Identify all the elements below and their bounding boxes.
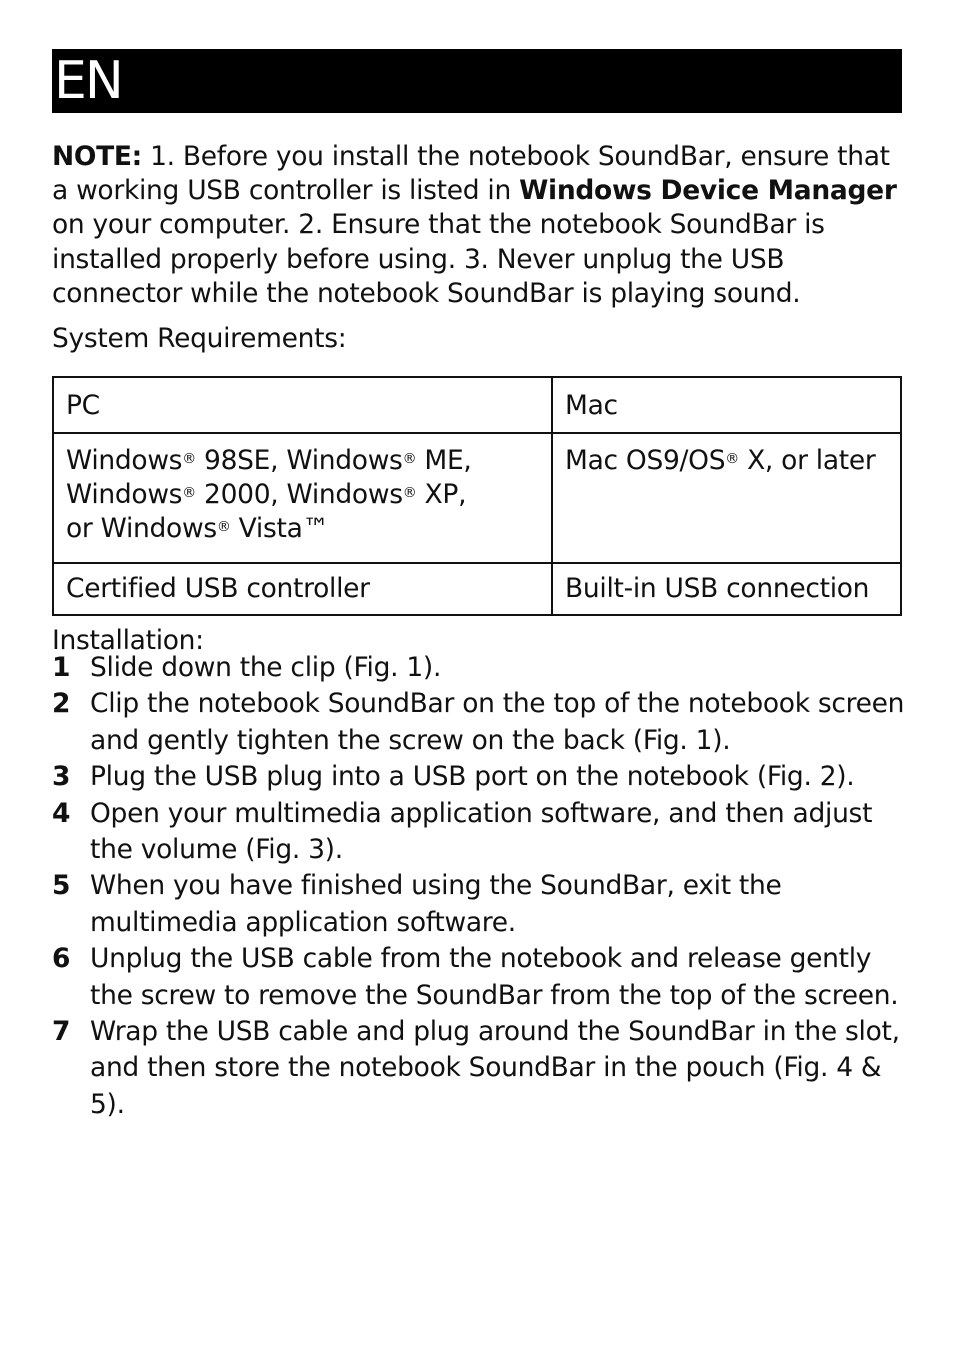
note-text-2: on your computer. 2. Ensure that the notebook SoundBar is installed properly before using. 3. Never unplug the USB connector while the notebook SoundBar is playing sound. — [52, 209, 825, 309]
installation-steps — [52, 650, 908, 1123]
step-text: When you have finished using the SoundBar, exit the multimedia application software. — [90, 870, 782, 938]
table-row — [53, 563, 901, 615]
list-item — [52, 868, 908, 941]
note-paragraph — [52, 140, 908, 311]
list-item — [52, 941, 908, 1014]
pc-os-cell: Windows® 98SE, Windows® ME, Windows® 2000, Windows® XP, or Windows® Vista™ — [53, 433, 552, 563]
system-requirements-table — [52, 376, 902, 616]
step-text: Unplug the USB cable from the notebook and release gently the screw to remove the SoundBar from the top of the screen. — [90, 943, 899, 1011]
table-header-row — [53, 377, 901, 433]
step-text: Open your multimedia application software, and then adjust the volume (Fig. 3). — [90, 797, 873, 866]
pc-usb-cell: Certified USB controller — [53, 563, 552, 615]
table-row — [53, 433, 901, 563]
language-header-bar — [52, 49, 902, 113]
mac-usb-cell: Built-in USB connection — [552, 563, 901, 615]
step-text: Slide down the clip (Fig. 1). — [90, 652, 442, 683]
step-text: Plug the USB plug into a USB port on the notebook (Fig. 2). — [90, 761, 855, 793]
list-item — [52, 686, 908, 759]
step-text: Clip the notebook SoundBar on the top of the notebook screen and gently tighten the screw on the back (Fig. 1). — [90, 688, 905, 756]
note-label: NOTE: — [52, 141, 142, 172]
header-pc: PC — [53, 377, 552, 433]
step-number: 3 — [52, 761, 71, 793]
system-requirements-title: System Requirements: — [52, 323, 347, 354]
step-number: 2 — [52, 688, 71, 720]
list-item — [52, 796, 908, 869]
list-item — [52, 1014, 908, 1123]
step-number: 5 — [52, 870, 71, 902]
list-item — [52, 650, 908, 686]
mac-os-cell: Mac OS9/OS® X, or later — [552, 433, 901, 563]
step-number: 1 — [52, 652, 71, 683]
language-code: EN — [54, 51, 122, 111]
list-item — [52, 759, 908, 795]
step-number: 4 — [52, 797, 71, 829]
step-number: 7 — [52, 1016, 71, 1048]
header-mac: Mac — [552, 377, 901, 433]
note-highlight: Windows Device Manager — [519, 175, 897, 207]
step-text: Wrap the USB cable and plug around the SoundBar in the slot, and then store the notebook SoundBar in the pouch (Fig. 4 & 5). — [90, 1016, 900, 1120]
step-number: 6 — [52, 943, 71, 975]
installation-title: Installation: — [52, 625, 204, 656]
note-text-1: 1. Before you install the notebook SoundBar, ensure that a working USB controller is listed in — [52, 141, 890, 207]
